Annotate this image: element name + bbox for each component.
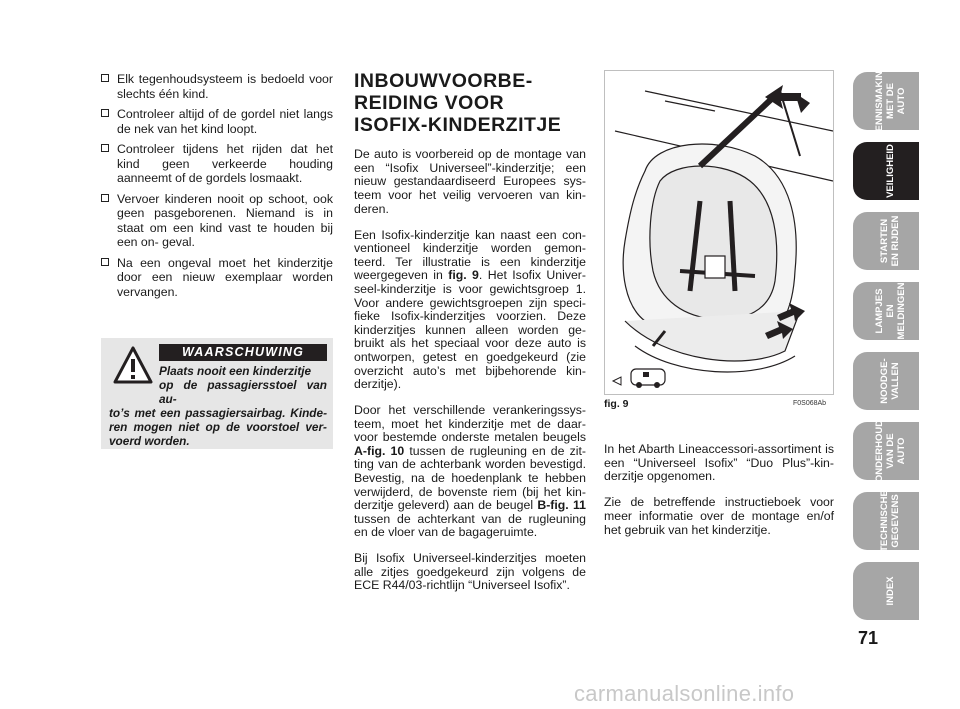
warning-text: Plaats nooit een kinderzitje op de passagiersstoel van au- to’s met een passagiersairbag. Kinde- ren mogen niet op de voorstoel ver- voerd worden.	[109, 364, 327, 448]
tab-onderhoud[interactable]: ONDERHOUD VAN DE AUTO	[853, 422, 919, 480]
list-item: Controleer tijdens het rijden dat het kind geen verkeerde houding aanneemt of de gordels losmaakt.	[101, 142, 333, 186]
checkbox-bullet-icon	[101, 194, 109, 202]
tab-kennismaking[interactable]: KENNISMAKING MET DE AUTO	[853, 72, 919, 130]
list-item: Vervoer kinderen nooit op schoot, ook geen pasgeborenen. Niemand is in staat om een kind vast te houden bij een on- geval.	[101, 192, 333, 250]
figure-caption: fig. 9	[604, 398, 629, 410]
car-position-icon	[613, 369, 665, 388]
tab-lampjes[interactable]: LAMPJES EN MELDINGEN	[853, 282, 919, 340]
tab-technische-gegevens[interactable]: TECHNISCHE GEGEVENS	[853, 492, 919, 550]
isofix-child-seat-illustration	[605, 71, 833, 394]
figure-code: F0S068Ab	[793, 400, 827, 407]
figure-reference: fig. 9	[448, 268, 479, 283]
paragraph: In het Abarth Lineaccessori-assortiment is een “Universeel Isofix” “Duo Plus”-kin- derzitje opgenomen.	[604, 442, 834, 484]
paragraph: Door het verschillende verankeringssys- teem, moet het kinderzitje met de daar- voor bestemde onderste metalen beugels A-fig. 10 tussen de rugleuning en de zit- ting van de achterbank worden bevestigd. Bevestig, na de hoedenplank te hebben verwijderd, de bovenste riem (bij het kin- derzitje geleverd) aan de beugel B-fig. 11 tussen de achterkant van de rugleuning en de vloer van de bagageruimte.	[354, 402, 586, 540]
checkbox-bullet-icon	[101, 74, 109, 82]
tab-starten[interactable]: STARTEN EN RIJDEN	[853, 212, 919, 270]
tab-index[interactable]: INDEX	[853, 562, 919, 620]
paragraph: Zie de betreffende instructieboek voor meer informatie over de montage en/of het gebruik van het kinderzitje.	[604, 495, 834, 537]
accessory-text-column	[604, 431, 834, 543]
checkbox-bullet-icon	[101, 258, 109, 266]
list-item: Na een ongeval moet het kinderzitje door een nieuw exemplaar worden vervangen.	[101, 256, 333, 300]
paragraph: Bij Isofix Universeel-kinderzitjes moeten alle zitjes goedgekeurd zijn volgens de ECE R44/03-richtlijn “Universeel Isofix”.	[354, 551, 586, 593]
figure-reference: B-fig. 11	[537, 498, 586, 513]
paragraph: De auto is voorbereid op de montage van een “Isofix Universeel”-kinderzitje; een nieuw gestandaardiseerd Europees sys- teem voor het veilig vervoeren van kin- deren.	[354, 147, 586, 216]
paragraph: Een Isofix-kinderzitje kan naast een con- ventioneel kinderzitje worden gemon- teerd. Ter illustratie is een kinderzitje weergegeven in fig. 9. Het Isofix Univer- seel-kinderzitje is voor gewichtsgroep 1. Voor andere gewichtsgroepen zijn speci- fieke Isofix-kinderzitjes voorzien. Deze kinderzitjes kunnen alleen worden ge- bruikt als het speciaal voor deze auto is ontworpen, getest en goedgekeurd (zie overzicht auto’s met bijbehorende kin- derzitje).	[354, 227, 586, 392]
watermark: carmanualsonline.info	[574, 681, 795, 706]
list-item: Elk tegenhoudsysteem is bedoeld voor slechts één kind.	[101, 72, 333, 101]
warning-box	[101, 338, 333, 449]
child-seat-figure	[604, 70, 834, 395]
figure-reference: A-fig. 10	[354, 443, 405, 458]
tab-noodgevallen[interactable]: NOODGE- VALLEN	[853, 352, 919, 410]
warning-title: WAARSCHUWING	[159, 344, 327, 361]
tab-veiligheid[interactable]: VEILIGHEID	[853, 142, 919, 200]
main-text-column	[354, 70, 586, 599]
list-item: Controleer altijd of de gordel niet langs de nek van het kind loopt.	[101, 107, 333, 136]
safety-bullet-list	[101, 72, 333, 305]
section-heading: INBOUWVOORBE- REIDING VOOR ISOFIX-KINDERZITJE	[354, 70, 562, 136]
checkbox-bullet-icon	[101, 109, 109, 117]
page-number: 71	[858, 628, 879, 648]
checkbox-bullet-icon	[101, 144, 109, 152]
